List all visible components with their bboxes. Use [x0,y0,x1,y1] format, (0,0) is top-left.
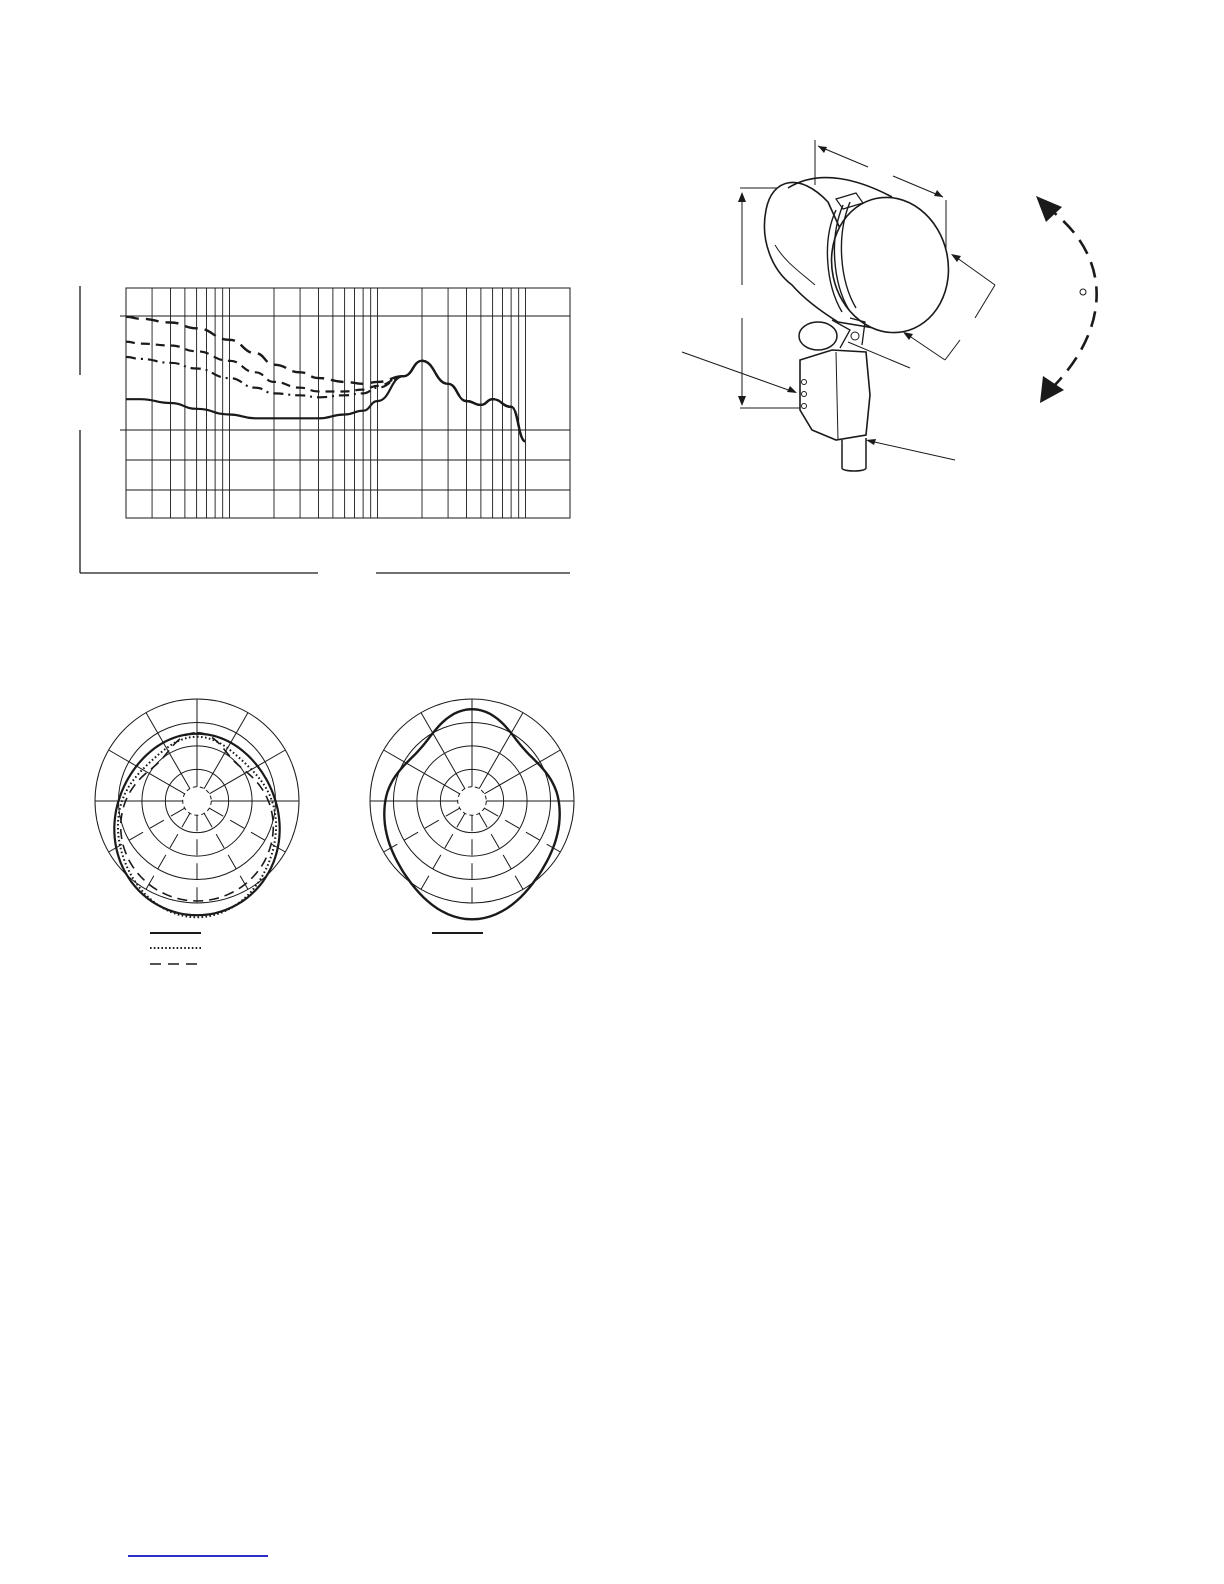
degree-symbol [1080,289,1086,295]
arrow-head [934,190,943,197]
diameter-dimension-line [945,340,960,360]
response-curve-long-dash [126,317,525,442]
callout-leader-line [870,441,955,460]
polar-left-legend [150,933,201,964]
rotation-arc [1044,205,1097,392]
frequency-response-chart [80,286,570,573]
yoke-screw [851,332,859,340]
arrow-head [738,396,746,406]
diameter-dimension-line [953,255,995,285]
response-curves [126,317,525,442]
footer-link-underline[interactable] [128,1555,268,1557]
stand-adapter-body [800,350,870,440]
diameter-dimension-line [975,285,995,318]
diameter-dimension-line [905,333,945,360]
swivel-knob [799,322,837,350]
arrow-head [951,254,961,262]
callout-leader-line [682,352,794,392]
polar-ring [183,787,212,816]
polar-pattern-right [370,699,574,919]
arrow-head [866,439,876,445]
stand-tube [842,438,866,471]
response-vertical-gridlines [152,288,525,518]
rotation-arrow-head [1036,196,1062,222]
polar-pattern-left [95,699,299,917]
polar-ring [458,787,487,816]
arrow-head [738,192,746,202]
arrow-head [818,146,827,153]
response-curve-dash-dot [126,357,525,441]
arrow-head [903,332,913,340]
arrow-head [787,386,797,393]
response-curve-dashed [126,342,525,442]
microphone-drawing [682,140,1097,471]
